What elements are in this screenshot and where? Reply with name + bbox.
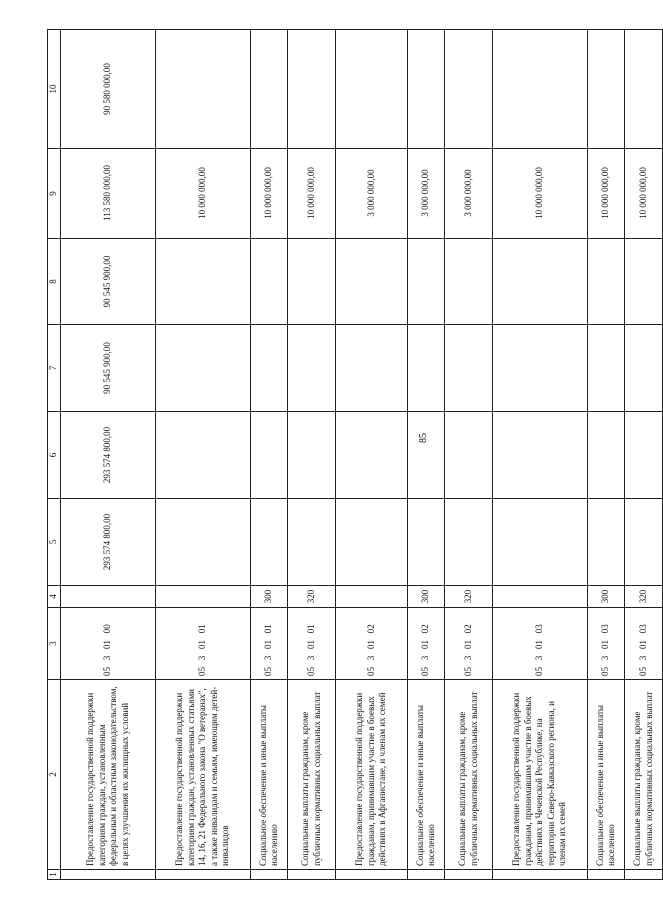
cell-col1 (445, 870, 493, 880)
cell-10 (625, 30, 663, 149)
cell-5 (625, 499, 663, 586)
cell-col1 (408, 870, 445, 880)
cell-9: 113 580 000,00 (61, 149, 156, 239)
cell-5 (445, 499, 493, 586)
cell-code: 05 3 01 02 (336, 608, 408, 680)
col-header: 8 (48, 239, 61, 325)
cell-name: Предоставление государственной поддержки гражданам, принимавшим участие в боевых действиях в Афганистане, и членам их семей (336, 680, 408, 870)
cell-vr: 320 (288, 586, 336, 608)
table-row (493, 30, 588, 880)
cell-code: 05 3 01 03 (625, 608, 663, 680)
cell-col1 (251, 870, 288, 880)
cell-8 (251, 239, 288, 325)
header-row (48, 30, 61, 880)
page-number: 85 (418, 433, 429, 443)
cell-9: 10 000 000,00 (288, 149, 336, 239)
cell-name: Социальное обеспечение и иные выплаты населению (408, 680, 445, 870)
cell-col1 (588, 870, 625, 880)
cell-8 (288, 239, 336, 325)
cell-9: 10 000 000,00 (493, 149, 588, 239)
cell-10 (408, 30, 445, 149)
cell-6: 293 574 800,00 (61, 412, 156, 499)
cell-6 (288, 412, 336, 499)
col-header: 2 (48, 680, 61, 870)
cell-5 (493, 499, 588, 586)
cell-7 (288, 325, 336, 412)
col-header: 6 (48, 412, 61, 499)
cell-col1 (625, 870, 663, 880)
cell-6 (408, 412, 445, 499)
cell-7 (156, 325, 251, 412)
cell-vr: 300 (588, 586, 625, 608)
table-row (336, 30, 408, 880)
cell-10 (336, 30, 408, 149)
table-row (445, 30, 493, 880)
cell-name: Социальные выплаты гражданам, кроме публичных нормативных социальных выплат (445, 680, 493, 870)
cell-9: 10 000 000,00 (625, 149, 663, 239)
cell-col1 (156, 870, 251, 880)
cell-code: 05 3 01 01 (156, 608, 251, 680)
cell-7: 90 545 900,00 (61, 325, 156, 412)
cell-vr: 300 (251, 586, 288, 608)
col-header: 9 (48, 149, 61, 239)
cell-6 (251, 412, 288, 499)
cell-5 (336, 499, 408, 586)
col-header: 3 (48, 608, 61, 680)
cell-6 (156, 412, 251, 499)
col-header: 10 (48, 30, 61, 149)
cell-8 (445, 239, 493, 325)
cell-vr: 320 (625, 586, 663, 608)
table-row (408, 30, 445, 880)
cell-vr (336, 586, 408, 608)
cell-name: Предоставление государственной поддержки категориям граждан, установленных статьями 14, 16, 21 Федерального закона "О ветеранах", а также инвалидам и семьям, имеющим детей-инвалидов (156, 680, 251, 870)
budget-table (47, 29, 663, 880)
cell-8 (408, 239, 445, 325)
cell-vr (156, 586, 251, 608)
table-row (251, 30, 288, 880)
cell-7 (336, 325, 408, 412)
cell-8 (625, 239, 663, 325)
table-row (588, 30, 625, 880)
cell-5 (251, 499, 288, 586)
cell-col1 (493, 870, 588, 880)
cell-9: 3 000 000,00 (445, 149, 493, 239)
col-header: 4 (48, 586, 61, 608)
cell-name: Социальное обеспечение и иные выплаты населению (251, 680, 288, 870)
col-header: 1 (48, 870, 61, 880)
cell-10: 90 580 000,00 (61, 30, 156, 149)
cell-6 (445, 412, 493, 499)
cell-5 (156, 499, 251, 586)
cell-8 (156, 239, 251, 325)
cell-9: 3 000 000,00 (408, 149, 445, 239)
cell-5: 293 574 800,00 (61, 499, 156, 586)
table-row (61, 30, 156, 880)
cell-7 (251, 325, 288, 412)
cell-col1 (61, 870, 156, 880)
cell-9: 10 000 000,00 (588, 149, 625, 239)
cell-code: 05 3 01 00 (61, 608, 156, 680)
cell-code: 05 3 01 02 (408, 608, 445, 680)
cell-5 (408, 499, 445, 586)
cell-name: Социальные выплаты гражданам, кроме публичных нормативных социальных выплат (288, 680, 336, 870)
cell-7 (445, 325, 493, 412)
cell-col1 (288, 870, 336, 880)
cell-6 (625, 412, 663, 499)
cell-8: 90 545 900,00 (61, 239, 156, 325)
cell-code: 05 3 01 03 (588, 608, 625, 680)
cell-5 (588, 499, 625, 586)
cell-10 (445, 30, 493, 149)
cell-7 (408, 325, 445, 412)
cell-col1 (336, 870, 408, 880)
cell-name: Социальное обеспечение и иные выплаты населению (588, 680, 625, 870)
cell-vr: 320 (445, 586, 493, 608)
cell-7 (588, 325, 625, 412)
col-header: 7 (48, 325, 61, 412)
cell-6 (588, 412, 625, 499)
cell-7 (625, 325, 663, 412)
col-header: 5 (48, 499, 61, 586)
cell-6 (336, 412, 408, 499)
cell-10 (156, 30, 251, 149)
cell-vr (61, 586, 156, 608)
table-row (625, 30, 663, 880)
cell-name: Социальные выплаты гражданам, кроме публичных нормативных социальных выплат (625, 680, 663, 870)
rotated-table-container (47, 30, 654, 880)
cell-name: Предоставление государственной поддержки гражданам, принимавшим участие в боевых действиях в Чеченской Республике, на территории Северо-Кавказского региона, и членам их семей (493, 680, 588, 870)
table-row (156, 30, 251, 880)
cell-9: 10 000 000,00 (251, 149, 288, 239)
cell-code: 05 3 01 02 (445, 608, 493, 680)
cell-10 (588, 30, 625, 149)
cell-vr (493, 586, 588, 608)
cell-10 (493, 30, 588, 149)
cell-name: Предоставление государственной поддержки категориям граждан, установленным федеральным и областным законодательством, в целях улучшения их жилищных условий (61, 680, 156, 870)
cell-9: 10 000 000,00 (156, 149, 251, 239)
cell-code: 05 3 01 01 (251, 608, 288, 680)
cell-7 (493, 325, 588, 412)
cell-6 (493, 412, 588, 499)
cell-5 (288, 499, 336, 586)
cell-code: 05 3 01 01 (288, 608, 336, 680)
cell-10 (288, 30, 336, 149)
cell-8 (336, 239, 408, 325)
table-row (288, 30, 336, 880)
cell-10 (251, 30, 288, 149)
cell-9: 3 000 000,00 (336, 149, 408, 239)
cell-8 (588, 239, 625, 325)
cell-code: 05 3 01 03 (493, 608, 588, 680)
cell-8 (493, 239, 588, 325)
cell-vr: 300 (408, 586, 445, 608)
